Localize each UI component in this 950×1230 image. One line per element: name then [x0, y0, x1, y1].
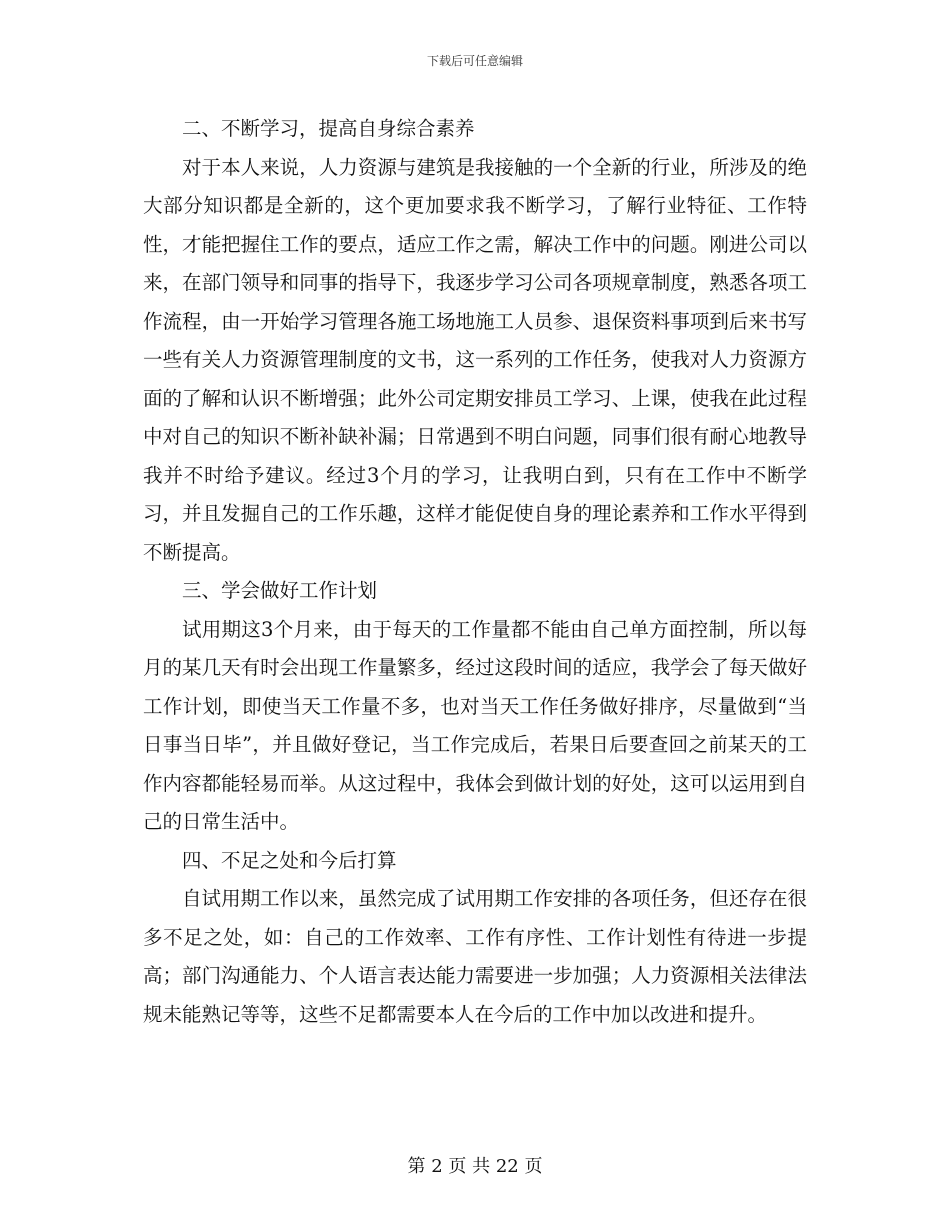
section-heading: 二、不断学习，提高自身综合素养 [182, 117, 475, 140]
body-paragraph: 对于本人来说，人力资源与建筑是我接触的一个全新的行业，所涉及的绝大部分知识都是全新的，这个更加要求我不断学习，了解行业特征、工作特性，才能把握住工作的要点，适应工作之需，解决工作中的问题。刚进公司以来，在部门领导和同事的指导下，我逐步学习公司各项规章制度，熟悉各项工作流程，由一开始学习管理各施工场地施工人员参、退保资料事项到后来书写一些有关人力资源管理制度的文书，这一系列的工作任务，使我对人力资源方面的了解和认识不断增强；此外公司定期安排员工学习、上课，使我在此过程中对自己的知识不断补缺补漏；日常遇到不明白问题，同事们很有耐心地教导我并不时给予建议。经过3个月的学习，让我明白到，只有在工作中不断学习，并且发掘自己的工作乐趣，这样才能促使自身的理论素养和工作水平得到不断提高。 [143, 155, 807, 564]
body-paragraph: 试用期这3个月来，由于每天的工作量都不能由自己单方面控制，所以每月的某几天有时会出现工作量繁多，经过这段时间的适应，我学会了每天做好工作计划，即使当天工作量不多，也对当天工作任务做好排序，尽量做到“当日事当日毕”，并且做好登记，当工作完成后，若果日后要查回之前某天的工作内容都能轻易而举。从这过程中，我体会到做计划的好处，这可以运用到自己的日常生活中。 [143, 617, 807, 833]
page-header: 下载后可任意编辑 [426, 54, 523, 68]
section-heading: 三、学会做好工作计划 [182, 579, 378, 602]
body-paragraph: 自试用期工作以来，虽然完成了试用期工作安排的各项任务，但还存在很多不足之处，如：自己的工作效率、工作有序性、工作计划性有待进一步提高；部门沟通能力、个人语言表达能力需要进一步加强；人力资源相关法律法规未能熟记等等，这些不足都需要本人在今后的工作中加以改进和提升。 [143, 887, 807, 1026]
section-heading: 四、不足之处和今后打算 [182, 848, 397, 872]
document-body [143, 110, 807, 1034]
page-number: 第 2 页 共 22 页 [407, 1156, 543, 1177]
